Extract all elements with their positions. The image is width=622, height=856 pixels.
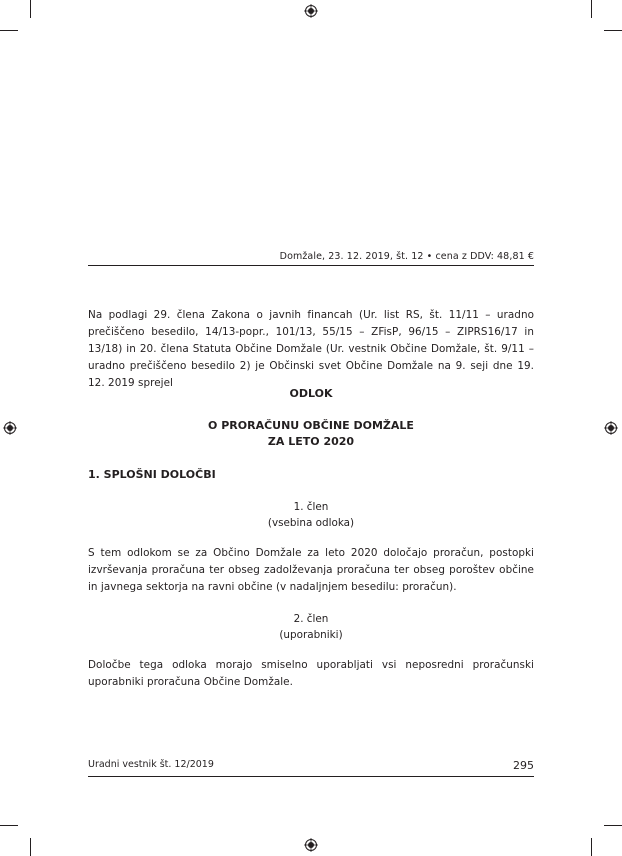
header-rule bbox=[88, 265, 534, 266]
crop-mark-top-left bbox=[30, 0, 31, 18]
page-footer bbox=[88, 759, 534, 770]
article-2-body bbox=[88, 657, 534, 691]
crop-mark-bottom-right-h bbox=[604, 825, 622, 826]
crop-mark-top-left-h bbox=[0, 30, 18, 31]
preamble-text: Na podlagi 29. člena Zakona o javnih financah (Ur. list RS, št. 11/11 – uradno prečiščeno besedilo, 14/13-popr., 101/13, 55/15 – ZFisP, 96/15 – ZIPRS16/17 in 13/18) in 20. člena Statuta Občine Domžale (Ur. vestnik Občine Domžale, št. 9/11 – uradno prečiščeno besedilo 2) je Občinski svet Občine Domžale na 9. seji dne 19. 12. 2019 sprejel bbox=[88, 309, 534, 389]
article-text: Določbe tega odloka morajo smiselno uporabljati vsi neposredni proračunski uporabniki proračuna Občine Domžale. bbox=[88, 659, 534, 688]
article-text: S tem odlokom se za Občino Domžale za leto 2020 določajo proračun, postopki izvrševanja proračuna ter obseg zadolževanja proračuna ter obseg poroštev občine in javnega sektorja na ravni občine (v nadaljnjem besedilu: proračun). bbox=[88, 547, 534, 593]
gazette-label: Uradni vestnik št. 12/2019 bbox=[88, 759, 214, 770]
article-number: 1. člen bbox=[293, 501, 329, 513]
footer-rule bbox=[88, 776, 534, 777]
preamble-block bbox=[88, 307, 534, 392]
article-2-heading bbox=[88, 611, 534, 643]
crop-mark-bottom-left-h bbox=[0, 825, 18, 826]
crop-mark-bottom-left bbox=[30, 838, 31, 856]
article-1-heading bbox=[88, 499, 534, 531]
crop-mark-bottom-right bbox=[591, 838, 592, 856]
title-block bbox=[88, 386, 534, 402]
registration-mark-bottom-icon bbox=[304, 838, 318, 852]
document-subtitle-line1: O PRORAČUNU OBČINE DOMŽALE bbox=[208, 419, 414, 432]
document-subtitle-line2: ZA LETO 2020 bbox=[267, 435, 355, 448]
subtitle-block bbox=[88, 418, 534, 450]
article-1-body bbox=[88, 545, 534, 596]
registration-mark-left-icon bbox=[3, 421, 17, 435]
registration-mark-right-icon bbox=[604, 421, 618, 435]
registration-mark-top-icon bbox=[304, 4, 318, 18]
crop-mark-top-right-h bbox=[604, 30, 622, 31]
section-heading: 1. SPLOŠNI DOLOČBI bbox=[88, 468, 216, 481]
section-1 bbox=[88, 467, 534, 483]
document-title: ODLOK bbox=[289, 387, 333, 400]
article-caption: (uporabniki) bbox=[279, 629, 343, 641]
page-number: 295 bbox=[513, 759, 534, 772]
article-caption: (vsebina odloka) bbox=[267, 517, 355, 529]
article-number: 2. člen bbox=[293, 613, 329, 625]
crop-mark-top-right bbox=[591, 0, 592, 18]
publication-header: Domžale, 23. 12. 2019, št. 12 • cena z DDV: 48,81 € bbox=[279, 251, 534, 262]
